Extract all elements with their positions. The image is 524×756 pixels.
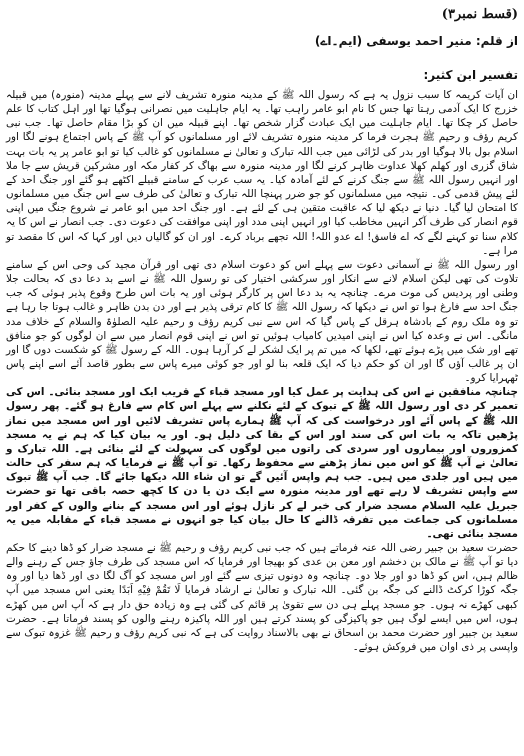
installment-number: (قسط نمبر۳): [441, 6, 518, 22]
paragraph-1: ان آیات کریمہ کا سبب نزول یہ ہے کہ رسول اللہ ﷺ کے مدینہ منورہ تشریف لانے سے پہلے مدینہ (منورہ) میں قبیلہ خزرج کا ایک آدمی رہتا تھا جس کا نام ابو عامر راہب تھا۔ یہ ایام جاہلیت میں نصرانی ہوگیا تھا اور اہل کتاب کا علم حاصل کر چکا تھا۔ ایام جاہلیت میں ایک عبادت گزار شخص تھا۔ اپنے قبیلہ میں ان کو بڑا مقام حاصل تھا۔ جب نبی کریم رؤف و رحیم ﷺ ہجرت فرما کر مدینہ منورہ تشریف لائے اور مسلمانوں کو آپ ﷺ کے پاس اجتماع ہونے لگا اور اسلام بول بالا ہوگیا اور بدر کی لڑائی میں جب اللہ تبارک و تعالیٰ نے مسلمانوں کو غالب کیا تو ابو عامر پر یہ بات بہت شاق گزری اور کھلم کھلا عداوت ظاہر کرنے لگا اور مدینہ منورہ سے بھاگ کر کفار مکہ اور مشرکین قریش سے جا ملا اور انہیں رسول اللہ ﷺ سے جنگ کرنے کے لئے آمادہ کیا۔ یہ سب عرب کے سامنے قبیلے اکٹھے ہو گئے اور جنگ احد کے لئے پیش قدمی کی۔ نتیجہ میں مسلمانوں کو جو ضرر پہنچا اللہ تبارک و تعالیٰ کی طرف سے اس جنگ میں مسلمانوں کا امتحان لیا گیا۔ دنیا نے دیکھ لیا کہ عاقبت متقین ہی کے لئے ہے۔ اور جنگ احد میں ابو عامر نے شروع جنگ میں اپنی قوم انصار کی طرف آکر انہیں مخاطب کیا اور انہیں اپنی مدد اور اپنی موافقت کی دعوت دی۔ جب انصار نے اس کا یہ کلام سنا تو کہنے لگے کہ اے فاسق! اے عدو اللہ! اللہ تجھے برباد کرے۔ اور ان کو گالیاں دیں اور کہا کہ اس کا مقصد تو مرا ہے۔: [6, 89, 518, 257]
paragraph-4: حضرت سعید بن جبیر رضی اللہ عنہ فرماتے ہیں کہ جب نبی کریم رؤف و رحیم ﷺ نے مسجد ضرار کو ڈھا دینے کا حکم دیا تو آپ ﷺ نے مالک بن دخشم اور معن بن عدی کو بھیجا اور فرمایا کہ اس مسجد کی طرف جاؤ جس کے رہنے والے ظالم ہیں، اس کو ڈھا دو اور جلا دو۔ چنانچہ وہ دونوں تیزی سے گئے اور اس مسجد کو آگ لگا دی اور ڈھا دیا اور وہ جگہ کوڑا کرکٹ ڈالنے کی جگہ بن گئی۔ اللہ تبارک و تعالیٰ نے ارشاد فرمایا لَا تَقُمْ فِيْهِ اَبَدًا یعنی اس مسجد میں آپ کبھی کھڑے نہ ہوں۔ جو مسجد پہلے ہی دن سے تقویٰ پر قائم کی گئی ہے وہ زیادہ حق دار ہے کہ آپ اس میں کھڑے ہوں، اس میں ایسے لوگ ہیں جو پاکیزگی کو پسند کرتے ہیں اور اللہ پاکیزہ رہنے والوں کو پسند فرماتا ہے۔ حضرت سعید بن جبیر اور حضرت محمد بن اسحاق نے بھی بالاسناد روایت کی ہے کہ نبی کریم رؤف و رحیم ﷺ غزوہ تبوک سے واپسی پر ذی اوان میں فروکش ہوئے۔: [6, 542, 518, 654]
author-byline: از قلم: منیر احمد یوسفی (ایم۔اے): [314, 34, 518, 48]
paragraph-3: چنانچہ منافقین نے اس کی ہدایت پر عمل کیا اور مسجد قباء کے قریب ایک اور مسجد بنائی۔ اس کی تعمیر کر دی اور رسول اللہ ﷺ کے تبوک کے لئے نکلنے سے پہلے اس کام سے فارغ ہو گئے۔ پھر رسول اللہ ﷺ کے پاس آئے اور درخواست کی کہ آپ ﷺ ہمارے پاس تشریف لائیں اور اس مسجد میں نماز پڑھیں تاکہ یہ بات اس کی سند اور اس کے بقا کی دلیل ہو۔ اور یہ بیان کیا کہ ہم نے یہ مسجد کمزوروں اور بیماروں اور سردی کی راتوں میں لوگوں کی سہولت کے لئے بنائی ہے۔ اللہ تبارک و تعالیٰ نے آپ ﷺ کو اس میں نماز پڑھنے سے محفوظ رکھا۔ تو آپ ﷺ نے فرمایا کہ ہم سفر کی حالت میں ہیں اور جلدی میں ہیں۔ جب ہم واپس آئیں گے تو ان شاء اللہ دیکھا جائے گا۔ جب آپ ﷺ تبوک سے واپس تشریف لا رہے تھے اور مدینہ منورہ سے ایک دن یا دن کا کچھ حصہ باقی تھا تو حضرت جبریل علیہ السلام مسجد ضرار کی خبر لے کر نازل ہوئے اور اس مسجد کے بنانے والوں کے کفر اور مسلمانوں کی جماعت میں تفرقہ ڈالنے کا حال بیان کیا جو انہوں نے مسجد قباء کے مقابلہ میں یہ مسجد بنائی تھی۔: [6, 386, 518, 540]
page-header: [6, 4, 518, 24]
paragraph-2: اور رسول اللہ ﷺ نے آسمانی دعوت سے پہلے اس کو دعوت اسلام دی تھی اور قرآن مجید کی وحی اس کے سامنے تلاوت کی تھی لیکن اسلام لانے سے انکار اور سرکشی اختیار کی تو رسول اللہ ﷺ نے اسے بد دعا دی کہ بحالت جلا وطنی اور پردیس کی موت مرے۔ چنانچہ یہ بد دعا اس پر کارگر ہوئی اور یہ بات اس طرح وقوع پذیر ہوئی کہ جب جنگ احد سے فارغ ہوا تو اس نے دیکھا کہ رسول اللہ ﷺ کا کام ترقی پذیر ہے اور دن بدن ظاہر و غالب ہوتا جا رہا ہے تو وہ ملک روم کے بادشاہ ہرقل کے پاس گیا کہ اس سے نبی کریم رؤف و رحیم علیہ الصلوٰۃ والسلام کے خلاف مدد مانگی۔ اس نے وعدہ کیا اس نے اپنی امیدیں کامیاب ہوئیں تو اس نے اپنی قوم انصار میں سے ان لوگوں کو جو منافق تھے اور شک میں پڑے ہوئے تھے، لکھا کہ میں تم پر ایک لشکر لے کر آرہا ہوں۔ اللہ کے رسول ﷺ کو شکست دوں گا اور ان پر غالب آؤں گا اور ان کو حکم دیا کہ ایک قلعہ بنا لو اور جو کوئی میرے پاس سے بطور قاصد آئے اسے اپنے پاس ٹھہرایا کرو۔: [6, 258, 518, 385]
section-title: تفسیر ابن کثیر:: [423, 68, 518, 82]
article-body: [6, 88, 518, 654]
